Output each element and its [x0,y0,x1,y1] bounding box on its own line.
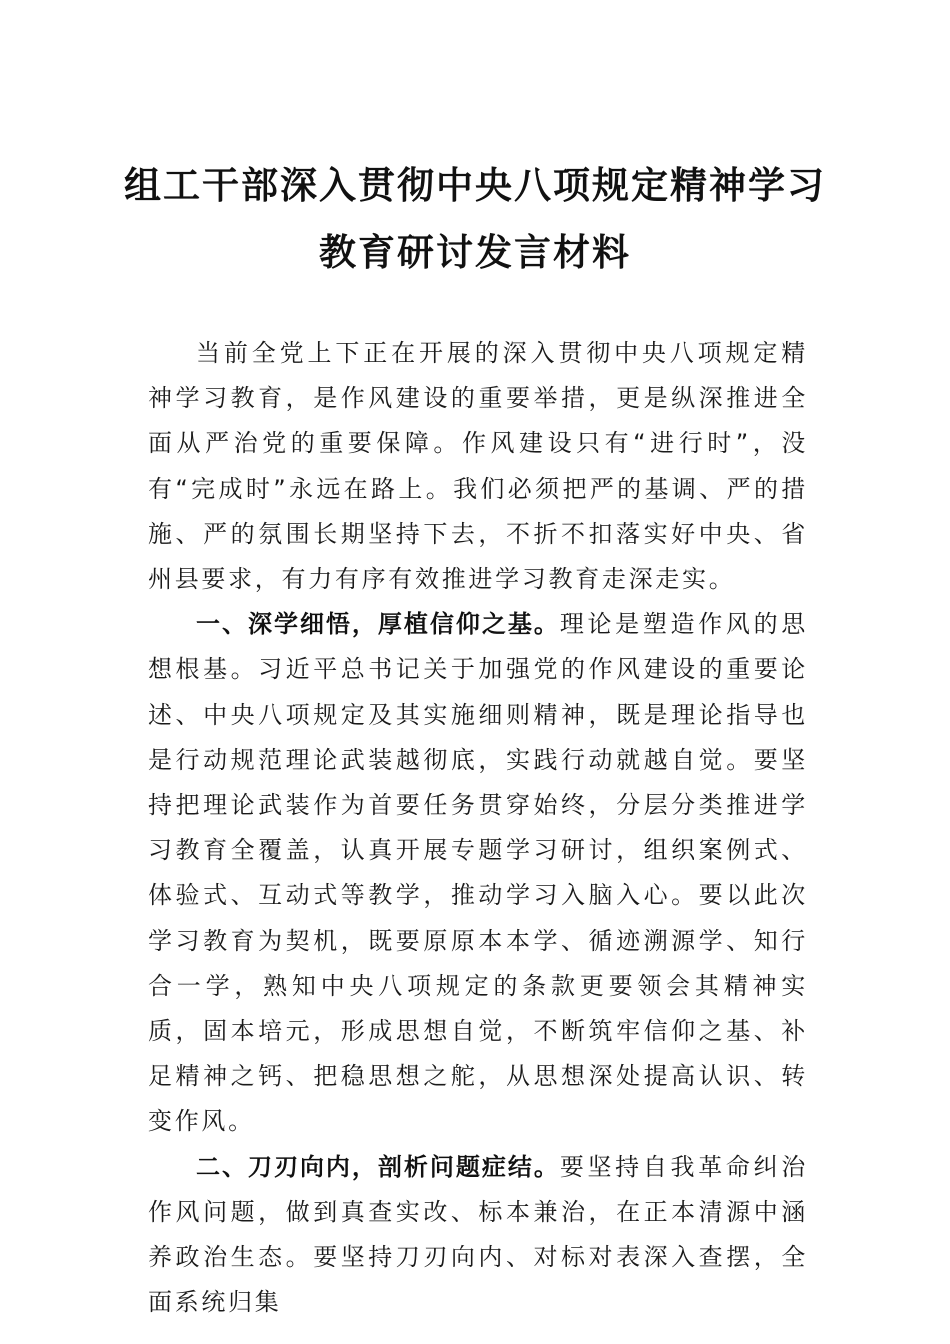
document-body [148,331,808,1325]
document-title-line-2: 教育研讨发言材料 [319,230,631,274]
paragraph-text: 当前全党上下正在开展的深入贯彻中央八项规定精神学习教育，是作风建设的重要举措，更是纵深推进全面从严治党的重要保障。作风建设只有“进行时”，没有“完成时”永远在路上。我们必须把严的基调、严的措施、严的氛围长期坚持下去，不折不扣落实好中央、省州县要求，有力有序有效推进学习教育走深走实。 [148,339,808,594]
paragraph-section-2 [148,1145,808,1326]
section-heading-2: 二、刀刃向内，剖析问题症结。 [196,1152,560,1181]
section-heading-1: 一、深学细悟，厚植信仰之基。 [196,610,560,639]
paragraph-section-1 [148,602,808,1144]
paragraph-intro [148,331,808,602]
document-title-line-1: 组工干部深入贯彻中央八项规定精神学习 [124,163,826,207]
paragraph-text: 理论是塑造作风的思想根基。习近平总书记关于加强党的作风建设的重要论述、中央八项规定及其实施细则精神，既是理论指导也是行动规范理论武装越彻底，实践行动就越自觉。要坚持把理论武装作为首要任务贯穿始终，分层分类推进学习教育全覆盖，认真开展专题学习研讨，组织案例式、体验式、互动式等教学，推动学习入脑入心。要以此次学习教育为契机，既要原原本本学、循迹溯源学、知行合一学，熟知中央八项规定的条款更要领会其精神实质，固本培元，形成思想自觉，不断筑牢信仰之基、补足精神之钙、把稳思想之舵，从思想深处提高认识、转变作风。 [148,610,808,1136]
paragraph-text: 要坚持自我革命纠治作风问题，做到真查实改、标本兼治，在正本清源中涵养政治生态。要坚持刀刃向内、对标对表深入查摆，全面系统归集 [148,1152,808,1317]
